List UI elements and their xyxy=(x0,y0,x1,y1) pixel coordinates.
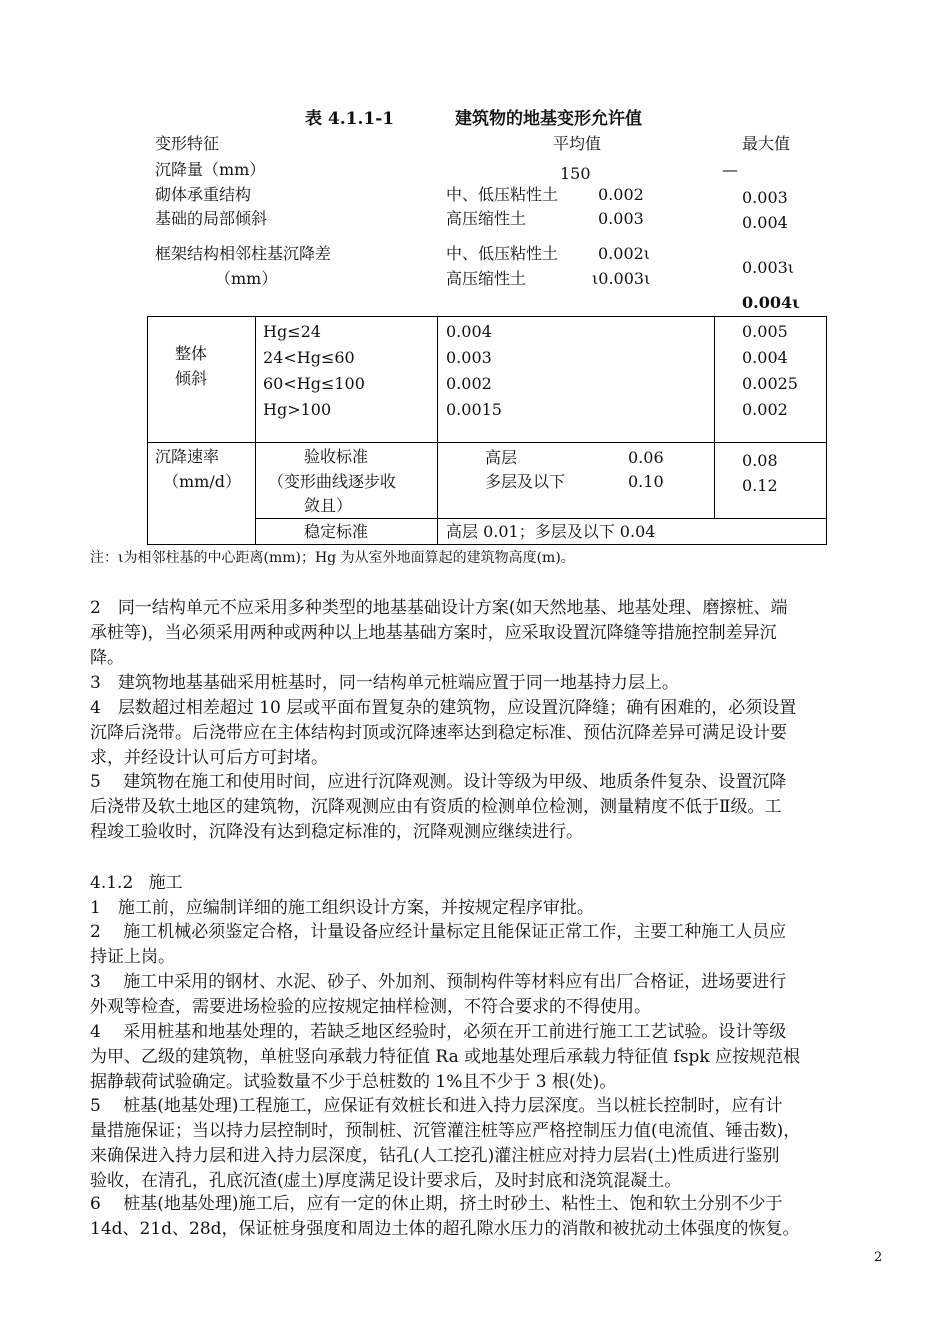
header-max: 最大值 xyxy=(742,134,791,153)
grid-line xyxy=(147,544,827,545)
list-item-line: 量措施保证；当以持力层控制时，预制桩、沉管灌注桩等应严格控制压力值(电流值、锤击数)， xyxy=(90,1121,801,1141)
list-item-line: 持证上岗。 xyxy=(90,947,175,967)
list-item-line: 为甲、乙级的建筑物，单桩竖向承载力特征值 Ra 或地基处理后承载力特征值 fspk 应按规范根 xyxy=(90,1047,801,1067)
masonry-soil-2: 高压缩性土 xyxy=(446,209,527,228)
paragraph-line: 2 同一结构单元不应采用多种类型的地基基础设计方案(如天然地基、地基处理、磨擦桩、端 xyxy=(90,598,788,618)
rate-accept-3: 敛且） xyxy=(304,496,353,515)
header-deformation: 变形特征 xyxy=(155,134,220,153)
list-item-line: 5 桩基(地基处理)工程施工，应保证有效桩长和进入持力层深度。当以桩长控制时，应有计 xyxy=(90,1096,783,1116)
table-caption-title: 建筑物的地基变形允许值 xyxy=(455,109,642,129)
tilt-cond: Hg≤24 xyxy=(263,322,321,341)
rate-max-1: 0.08 xyxy=(742,451,778,470)
tilt-label-1: 整体 xyxy=(175,344,208,363)
masonry-max-1: 0.003 xyxy=(742,188,788,207)
list-item-line: 外观等检查，需要进场检验的应按规定抽样检测，不符合要求的不得使用。 xyxy=(90,997,651,1017)
tilt-avg: 0.003 xyxy=(446,348,492,367)
rate-low-label: 多层及以下 xyxy=(485,472,566,491)
tilt-max: 0.0025 xyxy=(742,374,798,393)
paragraph-line: 4 层数超过相差超过 10 层或平面布置复杂的建筑物，应设置沉降缝；确有困难的，必须设置 xyxy=(90,698,797,718)
frame-max-1: 0.003ι xyxy=(742,258,795,277)
list-item-line: 1 施工前，应编制详细的施工组织设计方案，并按规定程序审批。 xyxy=(90,898,594,918)
page-number: 2 xyxy=(874,1250,883,1265)
masonry-soil-1: 中、低压粘性土 xyxy=(446,185,559,204)
settle-avg: 150 xyxy=(560,164,591,183)
tilt-max: 0.005 xyxy=(742,322,788,341)
frame-label-2: （mm） xyxy=(215,269,278,288)
grid-line xyxy=(714,316,715,519)
table-caption-number: 表 4.1.1-1 xyxy=(305,109,395,129)
frame-val-1: 0.002ι xyxy=(598,244,651,263)
masonry-val-2: 0.003 xyxy=(598,209,644,228)
paragraph-line: 沉降后浇带。后浇带应在主体结构封顶或沉降速率达到稳定标准、预估沉降差异可满足设计要 xyxy=(90,723,787,743)
tilt-cond: 24<Hg≤60 xyxy=(263,348,355,367)
grid-line xyxy=(255,316,256,545)
paragraph-line: 求，并经设计认可后方可封堵。 xyxy=(90,748,328,768)
section-heading xyxy=(90,872,183,894)
paragraph-line: 后浇带及软土地区的建筑物，沉降观测应由有资质的检测单位检测，测量精度不低于Ⅱ级。工 xyxy=(90,797,782,817)
rate-label-1: 沉降速率 xyxy=(155,447,220,466)
rate-high-value: 0.06 xyxy=(628,448,664,467)
grid-line xyxy=(255,518,827,519)
paragraph-line: 5 建筑物在施工和使用时间，应进行沉降观测。设计等级为甲级、地质条件复杂、设置沉降 xyxy=(90,772,787,792)
tilt-avg: 0.002 xyxy=(446,374,492,393)
rate-accept-2: （变形曲线逐步收 xyxy=(268,472,397,491)
masonry-label-1: 砌体承重结构 xyxy=(155,185,252,204)
masonry-label-2: 基础的局部倾斜 xyxy=(155,209,268,228)
rate-accept-1: 验收标准 xyxy=(304,447,369,466)
grid-line xyxy=(147,316,148,545)
list-item xyxy=(90,920,890,970)
paragraph-line: 降。 xyxy=(90,648,124,668)
paragraph xyxy=(90,770,890,845)
list-item-line: 6 桩基(地基处理)施工后，应有一定的休止期，挤土时砂土、粘性土、饱和软土分别不少于 xyxy=(90,1194,783,1214)
masonry-max-2: 0.004 xyxy=(742,213,788,232)
list-item-line: 14d、21d、28d，保证桩身强度和周边土体的超孔隙水压力的消散和被扰动土体强度的恢复。 xyxy=(90,1219,800,1239)
paragraph xyxy=(90,671,890,696)
frame-soil-2: 高压缩性土 xyxy=(446,269,527,288)
rate-stable-label: 稳定标准 xyxy=(304,522,369,541)
header-average: 平均值 xyxy=(553,134,602,153)
list-item-line: 3 施工中采用的钢材、水泥、砂子、外加剂、预制构件等材料应有出厂合格证，进场要进行 xyxy=(90,972,787,992)
table-note: 注：ι为相邻柱基的中心距离(mm)；Hg 为从室外地面算起的建筑物高度(m)。 xyxy=(90,550,575,566)
rate-label-2: （mm/d） xyxy=(163,472,241,491)
tilt-avg: 0.0015 xyxy=(446,400,502,419)
list-item-line: 来确保进入持力层和进入持力层深度，钻孔(人工挖孔)灌注桩应对持力层岩(土)性质进行鉴别 xyxy=(90,1146,780,1166)
rate-max-2: 0.12 xyxy=(742,476,778,495)
settle-max: — xyxy=(722,160,738,179)
frame-soil-1: 中、低压粘性土 xyxy=(446,244,559,263)
rate-high-label: 高层 xyxy=(485,448,518,467)
grid-line xyxy=(437,316,438,545)
section-number: 4.1.2 xyxy=(90,873,134,893)
grid-line xyxy=(147,442,827,443)
list-item xyxy=(90,970,890,1020)
list-item-line: 据静载荷试验确定。试验数量不少于总桩数的 1%且不少于 3 根(处)。 xyxy=(90,1072,617,1092)
frame-val-2: ι0.003ι xyxy=(592,269,651,288)
tilt-label-2: 倾斜 xyxy=(175,369,208,388)
paragraph-line: 3 建筑物地基基础采用桩基时，同一结构单元桩端应置于同一地基持力层上。 xyxy=(90,673,679,693)
list-item-line: 2 施工机械必须鉴定合格，计量设备应经计量标定且能保证正常工作，主要工种施工人员应 xyxy=(90,922,787,942)
rate-stable-value: 高层 0.01；多层及以下 0.04 xyxy=(446,522,656,541)
list-item xyxy=(90,1020,890,1095)
settle-label: 沉降量（mm） xyxy=(155,160,266,179)
rate-low-value: 0.10 xyxy=(628,472,664,491)
section-title: 施工 xyxy=(148,873,183,893)
list-item xyxy=(90,1094,890,1194)
masonry-val-1: 0.002 xyxy=(598,185,644,204)
tilt-cond: 60<Hg≤100 xyxy=(263,374,365,393)
frame-max-2: 0.004ι xyxy=(742,293,800,312)
tilt-max: 0.004 xyxy=(742,348,788,367)
list-item xyxy=(90,1192,890,1242)
paragraph xyxy=(90,596,890,671)
tilt-cond: Hg>100 xyxy=(263,400,332,419)
list-item-line: 4 采用桩基和地基处理的，若缺乏地区经验时，必须在开工前进行施工工艺试验。设计等级 xyxy=(90,1022,787,1042)
paragraph-line: 程竣工验收时，沉降没有达到稳定标准的，沉降观测应继续进行。 xyxy=(90,822,583,842)
list-item xyxy=(90,896,890,921)
grid-line xyxy=(826,316,827,545)
tilt-max: 0.002 xyxy=(742,400,788,419)
paragraph-line: 承桩等)，当必须采用两种或两种以上地基基础方案时，应采取设置沉降缝等措施控制差异沉 xyxy=(90,623,777,643)
grid-line xyxy=(147,316,827,317)
tilt-avg: 0.004 xyxy=(446,322,492,341)
paragraph xyxy=(90,696,890,771)
frame-label-1: 框架结构相邻柱基沉降差 xyxy=(155,244,332,263)
list-item-line: 验收，在清孔，孔底沉渣(虚土)厚度满足设计要求后，及时封底和浇筑混凝土。 xyxy=(90,1171,682,1191)
